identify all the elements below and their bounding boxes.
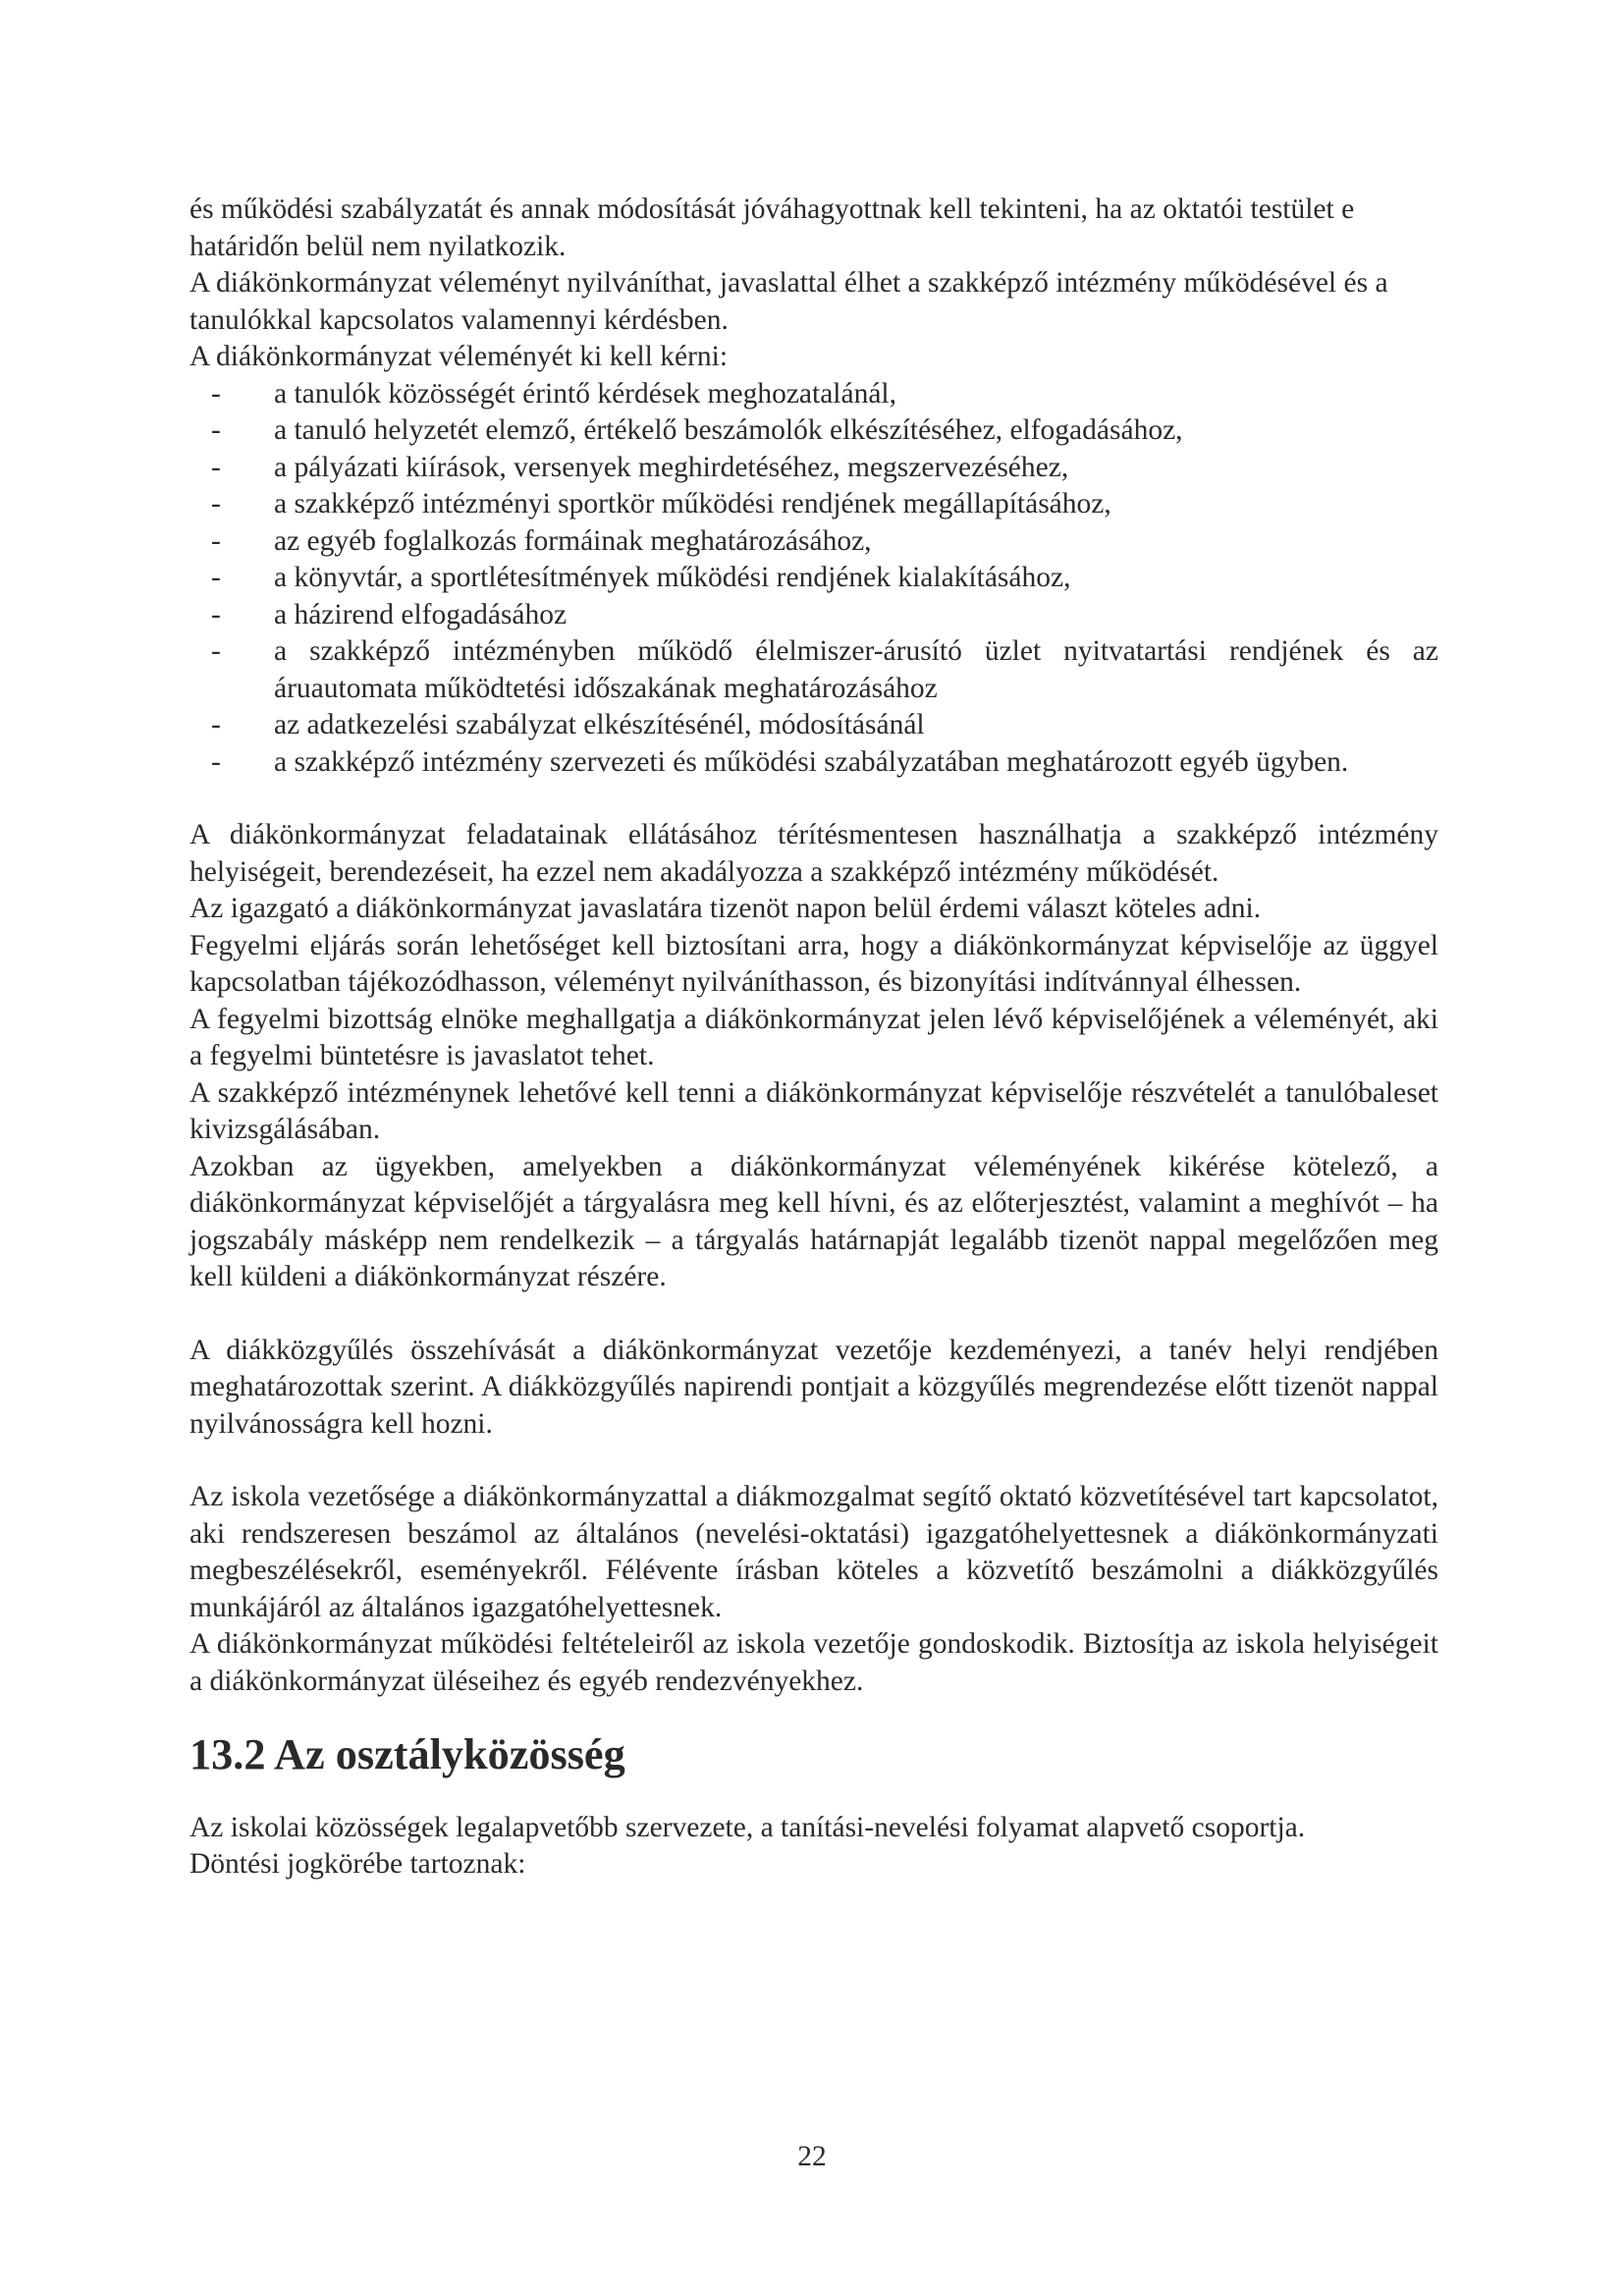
document-page [189, 191, 1438, 1884]
paragraph: A fegyelmi bizottság elnöke meghallgatja a diákönkormányzat jelen lévő képviselőjének a véleményét, aki a fegyelmi büntetésre is javaslatot tehet. [189, 1003, 1438, 1071]
paragraph: A diákönkormányzat működési feltételeiről az iskola vezetője gondoskodik. Biztosítja az iskola helyiségeit a diákönkormányzat üléseihez és egyéb rendezvényekhez. [189, 1628, 1438, 1697]
list-item: - a könyvtár, a sportlétesítmények működési rendjének kialakításához, [189, 560, 1438, 597]
opinion-required-list [189, 376, 1438, 782]
dash-bullet: - [211, 524, 221, 557]
section-heading: 13.2 Az osztályközösség [189, 1730, 625, 1778]
paragraph: A diákönkormányzat feladatainak ellátásához térítésmentesen használhatja a szakképző intézmény helyiségeit, berendezéseit, ha ezzel nem akadályozza a szakképző intézmény működését. [189, 819, 1438, 888]
dash-bullet: - [211, 377, 221, 410]
paragraph: Döntési jogkörébe tartoznak: [189, 1848, 526, 1880]
list-item: - a szakképző intézményben működő élelmiszer-árusító üzlet nyitvatartási rendjének és az áruautomata működtetési időszakának meghatározásához [211, 635, 1438, 704]
list-item: - a tanulók közösségét érintő kérdések meghozatalánál, [189, 376, 1438, 413]
paragraph: Fegyelmi eljárás során lehetőséget kell biztosítani arra, hogy a diákönkormányzat képviselője az üggyel kapcsolatban tájékozódhasson, véleményt nyilváníthasson, és bizonyítási indítvánnyal élhessen. [189, 929, 1438, 998]
paragraph: Azokban az ügyekben, amelyekben a diákönkormányzat véleményének kikérése kötelező, a diákönkormányzat képviselőjét a tárgyalásra meg kell hívni, és az előterjesztést, valamint a meghívót – ha jogszabály másképp nem rendelkezik – a tárgyalás határnapját legalább tizenöt nappal megelőzően meg kell küldeni a diákönkormányzat részére. [189, 1150, 1438, 1292]
spacer [189, 781, 1438, 817]
paragraph: A diákönkormányzat véleményt nyilváníthat, javaslattal élhet a szakképző intézmény működésével és a tanulókkal kapcsolatos valamennyi kérdésben. [189, 267, 1388, 336]
list-item: - a szakképző intézmény szervezeti és működési szabályzatában meghatározott egyéb ügyben. [189, 744, 1438, 782]
list-item: - az egyéb foglalkozás formáinak meghatározásához, [189, 523, 1438, 561]
dash-bullet: - [211, 745, 221, 778]
paragraph: Az iskola vezetősége a diákönkormányzattal a diákmozgalmat segítő oktató közvetítésével tart kapcsolatot, aki rendszeresen beszámol az általános (nevelési-oktatási) igazgatóhelyettesnek a diákönkormányzati megbeszélésekről, eseményekről. Félévente írásban köteles a közvetítő beszámolni a diákközgyűlés munkájáról az általános igazgatóhelyettesnek. [189, 1481, 1438, 1623]
dash-bullet: - [211, 488, 221, 519]
dash-bullet: - [211, 562, 221, 593]
paragraph: A diákönkormányzat véleményét ki kell kérni: [189, 341, 729, 372]
spacer [189, 1774, 1438, 1810]
page-number: 22 [797, 2141, 827, 2172]
spacer [189, 1296, 1438, 1333]
list-item: - az adatkezelési szabályzat elkészítésénél, módosításánál [189, 707, 1438, 744]
paragraph: Az iskolai közösségek legalapvetőbb szervezete, a tanítási-nevelési folyamat alapvető csoportja. [189, 1811, 1306, 1843]
dash-bullet: - [211, 598, 221, 630]
paragraph: Az igazgató a diákönkormányzat javaslatára tizenöt napon belül érdemi választ köteles adni. [189, 893, 1262, 924]
dash-bullet: - [211, 709, 221, 740]
list-item: - a tanuló helyzetét elemző, értékelő beszámolók elkészítéséhez, elfogadásához, [189, 412, 1438, 450]
dash-bullet: - [211, 451, 221, 483]
paragraph: A diákközgyűlés összehívását a diákönkormányzat vezetője kezdeményezi, a tanév helyi rendjében meghatározottak szerint. A diákközgyűlés napirendi pontjait a közgyűlés megrendezése előtt tizenöt nappal nyilvánosságra kell hozni. [189, 1334, 1438, 1440]
paragraph: A szakképző intézménynek lehetővé kell tenni a diákönkormányzat képviselője részvételét a tanulóbaleset kivizsgálásában. [189, 1076, 1438, 1145]
list-item: - a pályázati kiírások, versenyek meghirdetéséhez, megszervezéséhez, [189, 450, 1438, 487]
dash-bullet: - [211, 414, 221, 446]
spacer [189, 1443, 1438, 1479]
dash-bullet: - [211, 635, 221, 667]
paragraph: és működési szabályzatát és annak módosítását jóváhagyottnak kell tekinteni, ha az oktatói testület e határidőn belül nem nyilatkozik. [189, 193, 1355, 262]
list-item: - a szakképző intézményi sportkör működési rendjének megállapításához, [189, 486, 1438, 523]
list-item: - a házirend elfogadásához [189, 597, 1438, 634]
